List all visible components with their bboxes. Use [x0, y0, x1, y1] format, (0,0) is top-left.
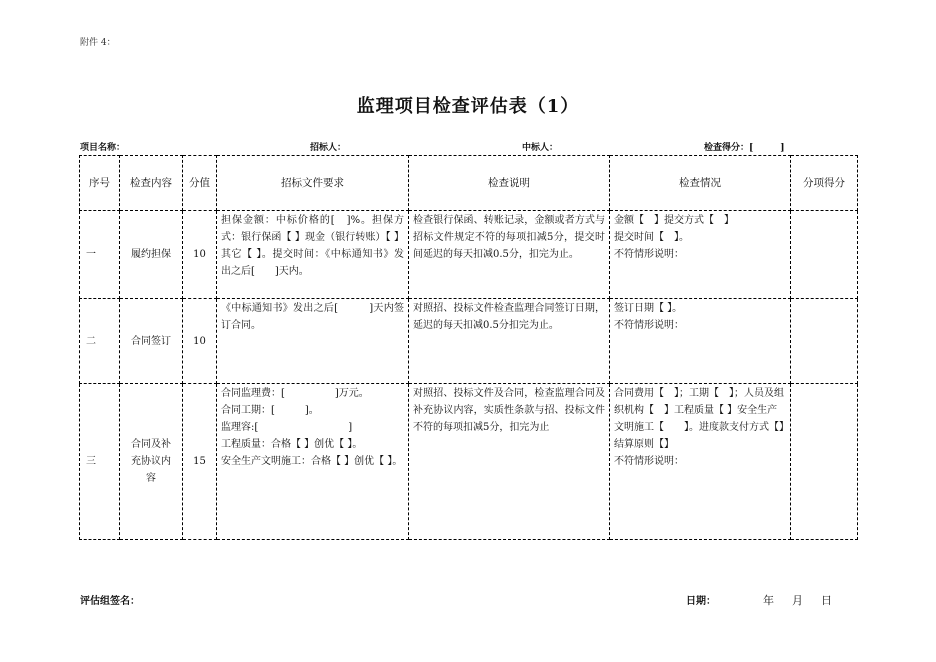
row-requirement: 合同监理费：[ ]万元。 合同工期：[ ]。 监理容:[ ] 工程质量：合格【 】创优【 】。 安全生产文明施工：合格【 】创优【 】。	[217, 384, 409, 540]
table-row	[80, 384, 858, 540]
sign-label: 评估组签名：	[80, 596, 140, 607]
row-description: 检查银行保函、转账记录，金额或者方式与招标文件规定不符的每项扣减5分，提交时间延迟的每天扣减0.5分，扣完为止。	[409, 211, 610, 299]
table-header-row	[80, 156, 858, 211]
table-row	[80, 299, 858, 384]
header-description: 检查说明	[409, 156, 610, 211]
header-no: 序号	[80, 156, 120, 211]
page-title: 监理项目检查评估表（1）	[356, 96, 580, 117]
project-name-label: 项目名称：	[80, 143, 126, 153]
header-score: 分值	[183, 156, 217, 211]
row-situation: 金额【 】提交方式【 】 提交时间【 】。 不符情形说明：	[610, 211, 791, 299]
row-score: 15	[183, 384, 217, 540]
row-score: 10	[183, 299, 217, 384]
row-item: 合同签订	[120, 299, 183, 384]
header-requirement: 招标文件要求	[217, 156, 409, 211]
header-subtotal: 分项得分	[791, 156, 858, 211]
row-requirement: 《中标通知书》发出之后[ ]天内签订合同。	[217, 299, 409, 384]
row-subtotal	[791, 384, 858, 540]
table-row	[80, 211, 858, 299]
row-item: 履约担保	[120, 211, 183, 299]
evaluation-table	[79, 155, 858, 540]
row-requirement: 担保金额：中标价格的[ ]%。担保方式：银行保函【 】现金（银行转账）【 】其它【 】。提交时间：《中标通知书》发出之后[ ]天内。	[217, 211, 409, 299]
winner-label: 中标人：	[522, 143, 559, 153]
score-label: 检查得分：[ ]	[704, 143, 785, 153]
row-description: 对照招、投标文件及合同，检查监理合同及补充协议内容，实质性条款与招、投标文件不符的每项扣减5分，扣完为止	[409, 384, 610, 540]
row-no: 一	[80, 211, 120, 299]
year-label: 年	[763, 594, 774, 607]
day-label: 日	[821, 594, 832, 607]
date-label: 日期：	[686, 596, 716, 607]
attachment-label: 附件 4：	[80, 38, 116, 48]
header-item: 检查内容	[120, 156, 183, 211]
row-situation: 合同费用【 】；工期【 】；人员及组织机构【 】工程质量【 】安全生产文明施工【 】。进度款支付方式【】结算原则【】 不符情形说明：	[610, 384, 791, 540]
row-score: 10	[183, 211, 217, 299]
row-no: 三	[80, 384, 120, 540]
row-description: 对照招、投标文件检查监理合同签订日期，延迟的每天扣减0.5分扣完为止。	[409, 299, 610, 384]
row-subtotal	[791, 299, 858, 384]
row-situation: 签订日期【 】。 不符情形说明：	[610, 299, 791, 384]
row-item: 合同及补充协议内容	[120, 384, 183, 540]
month-label: 月	[792, 594, 803, 607]
tenderer-label: 招标人：	[310, 143, 347, 153]
row-subtotal	[791, 211, 858, 299]
header-situation: 检查情况	[610, 156, 791, 211]
row-no: 二	[80, 299, 120, 384]
